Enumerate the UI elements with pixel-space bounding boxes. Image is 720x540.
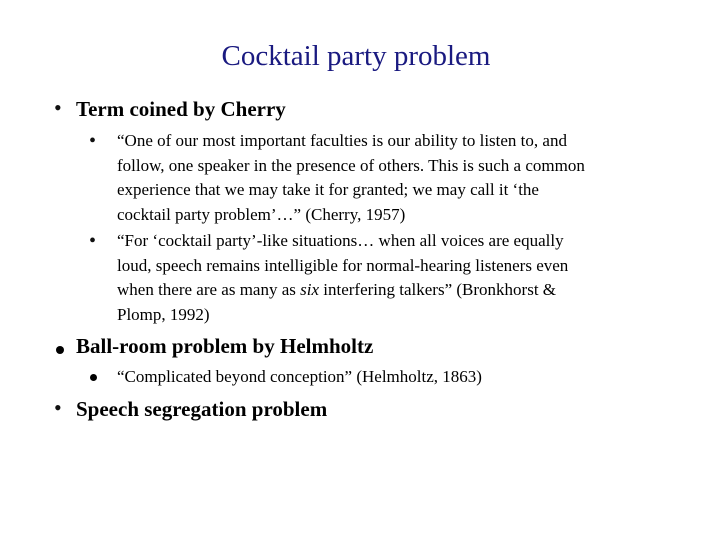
quote-bronkhorst-line-3a: when there are as many as — [117, 280, 301, 299]
quote-cherry-line-2: follow, one speaker in the presence of others. This is such a common — [117, 155, 585, 175]
quote-bronkhorst — [117, 229, 677, 327]
quote-bronkhorst-line-1: “For ‘cocktail party’-like situations… when all voices are equally — [117, 231, 564, 250]
quote-cherry-line-1: “One of our most important faculties is our ability to listen to, and — [117, 131, 567, 150]
bullet-dot-icon: • — [54, 95, 62, 120]
quote-bronkhorst-line-4: Plomp, 1992) — [117, 304, 210, 324]
quote-cherry — [117, 129, 677, 227]
sub-bullet-circle-icon — [90, 374, 97, 381]
bullet-text-term-coined: Term coined by Cherry — [76, 97, 286, 121]
quote-bronkhorst-line-3b: interfering talkers” (Bronkhorst & — [319, 280, 557, 299]
bullet-text-ballroom: Ball-room problem by Helmholtz — [76, 334, 374, 358]
quote-cherry-line-4: cocktail party problem’…” (Cherry, 1957) — [117, 204, 406, 224]
slide-title: Cocktail party problem — [221, 40, 491, 72]
bullet-circle-icon — [56, 346, 64, 354]
bullet-text-segregation: Speech segregation problem — [76, 397, 328, 421]
quote-bronkhorst-line-2: loud, speech remains intelligible for normal-hearing listeners even — [117, 255, 569, 275]
bullet-dot-icon: • — [54, 395, 62, 420]
sub-bullet-dot-icon: • — [89, 230, 97, 252]
emphasis-six: six — [300, 280, 320, 299]
quote-bronkhorst-line-3 — [117, 278, 677, 303]
sub-bullet-dot-icon: • — [89, 130, 97, 152]
quote-cherry-line-3: experience that we may take it for granted; we may call it ‘the — [117, 180, 539, 199]
quote-helmholtz: “Complicated beyond conception” (Helmholtz, 1863) — [117, 367, 482, 386]
